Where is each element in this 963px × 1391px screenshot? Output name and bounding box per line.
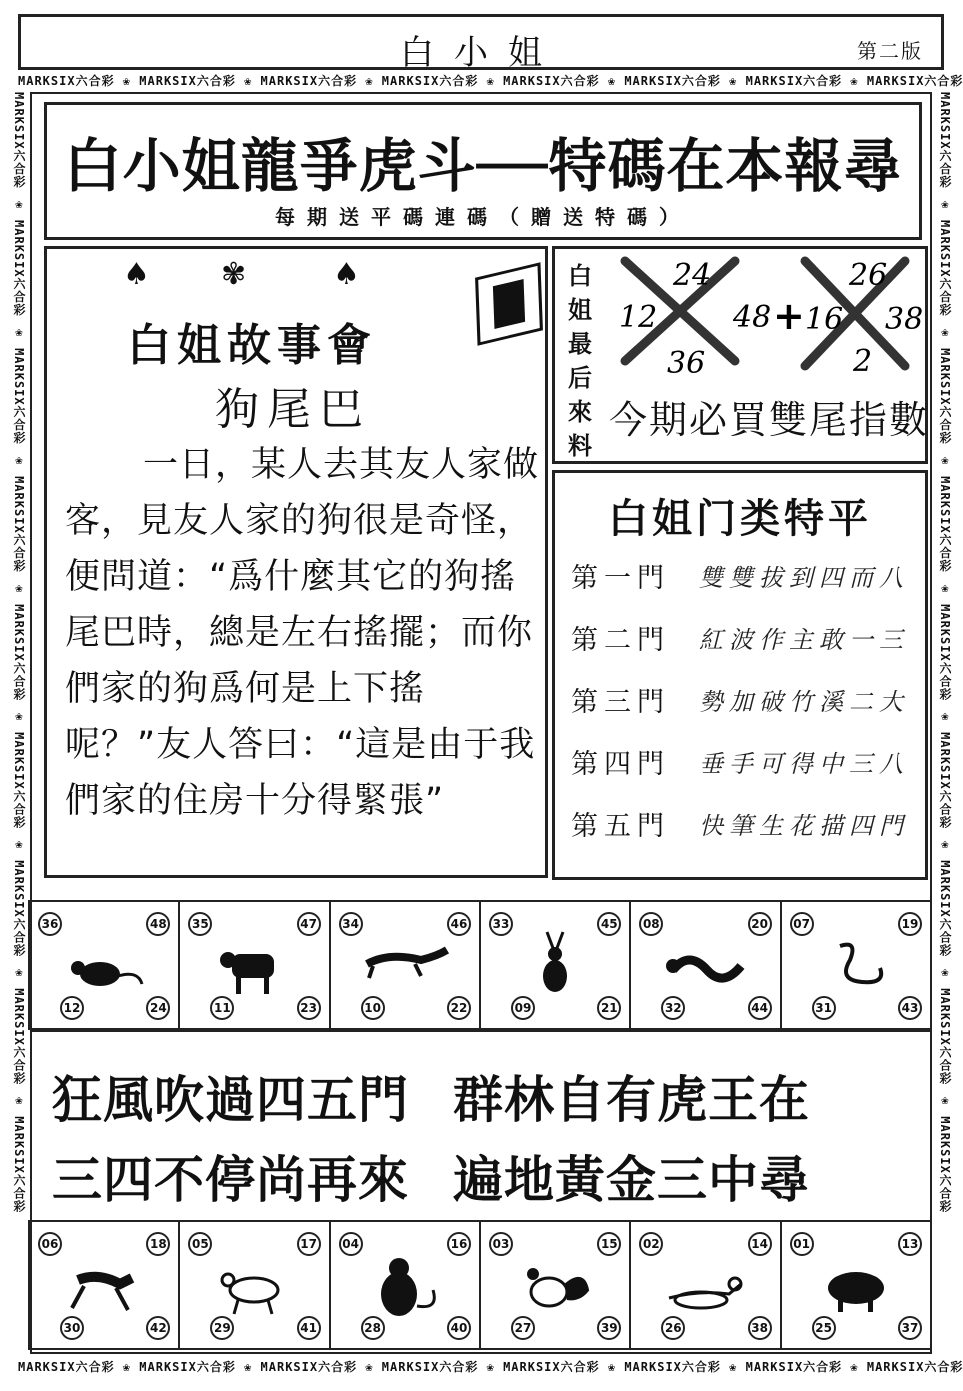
zodiac-cell-dog — [629, 1220, 781, 1350]
poem-verse: 狂風吹過四五門 — [52, 1071, 409, 1129]
zodiac-number: 04 — [339, 1232, 363, 1256]
masthead-title: 白小姐 — [400, 33, 562, 73]
border-text: MARKSIX六合彩 — [624, 1360, 721, 1374]
gate-value: 快筆生花描四門 — [699, 811, 909, 840]
zodiac-number: 26 — [661, 1316, 685, 1340]
gate-label: 第一門 — [571, 562, 670, 594]
story-title: 白姐故事會 — [127, 320, 377, 371]
border-text: MARKSIX六合彩 — [12, 220, 26, 317]
zodiac-number: 31 — [812, 996, 836, 1020]
zodiac-number: 47 — [297, 912, 321, 936]
zodiac-number: 33 — [489, 912, 513, 936]
border-text: MARKSIX六合彩 — [18, 74, 115, 88]
poem-verse: 遍地黃金三中尋 — [453, 1151, 810, 1209]
border-strip-right: MARKSIX六合彩 ❀ MARKSIX六合彩 ❀ MARKSIX六合彩 ❀ MARKSIX六合彩 ❀ MARKSIX六合彩 ❀ MARKSIX六合彩 ❀ MARKSIX六合彩 ❀ MARKSIX六合彩 ❀ MARKSIX六合彩 — [938, 92, 952, 1213]
zodiac-cell-monkey — [329, 1220, 481, 1350]
border-text: MARKSIX六合彩 — [503, 74, 600, 88]
goat-icon — [208, 1250, 298, 1324]
zodiac-number: 42 — [146, 1316, 170, 1340]
zodiac-number: 24 — [146, 996, 170, 1020]
zodiac-number: 32 — [661, 996, 685, 1020]
zodiac-number: 40 — [447, 1316, 471, 1340]
recommend-number: 24 — [673, 258, 712, 293]
story-subtitle: 狗尾巴 — [215, 384, 371, 435]
gate-value: 勢加破竹溪二大 — [699, 687, 909, 716]
zodiac-number: 25 — [812, 1316, 836, 1340]
recommend-number: 2 — [853, 344, 873, 379]
border-text: MARKSIX六合彩 — [260, 74, 358, 88]
zodiac-cell-pig — [780, 1220, 932, 1350]
zodiac-number: 13 — [898, 1232, 922, 1256]
zodiac-number: 35 — [188, 912, 212, 936]
tulip-icon: ♠ — [333, 257, 360, 292]
border-text: MARKSIX六合彩 — [12, 988, 26, 1085]
zodiac-cell-rooster — [479, 1220, 631, 1350]
zodiac-row-top — [30, 900, 932, 1030]
border-text: MARKSIX六合彩 — [866, 74, 963, 88]
border-text: MARKSIX六合彩 — [381, 1360, 479, 1374]
pig-icon — [810, 1250, 900, 1324]
gate-label: 第三門 — [571, 686, 670, 718]
zodiac-number: 09 — [511, 996, 535, 1020]
zodiac-number: 38 — [748, 1316, 772, 1340]
zodiac-number: 48 — [146, 912, 170, 936]
dog-icon — [659, 1250, 749, 1324]
recommend-number: 36 — [667, 346, 706, 381]
border-strip-top: MARKSIX六合彩 ❀ MARKSIX六合彩 ❀ MARKSIX六合彩 ❀ MARKSIX六合彩 ❀ MARKSIX六合彩 ❀ MARKSIX六合彩 ❀ MARKSIX六合彩 ❀ MARKSIX六合彩 — [18, 74, 963, 88]
horse-icon — [58, 1250, 148, 1324]
recommend-box — [552, 246, 928, 464]
zodiac-number: 36 — [38, 912, 62, 936]
zodiac-number: 03 — [489, 1232, 513, 1256]
poem-line — [52, 1140, 810, 1212]
border-text: MARKSIX六合彩 — [381, 74, 479, 88]
poem-verse: 三四不停尚再來 — [52, 1151, 409, 1209]
border-text: MARKSIX六合彩 — [12, 348, 26, 445]
zodiac-cell-snake — [780, 900, 932, 1030]
rabbit-icon — [509, 930, 599, 1004]
headline-subtitle: 每期送平碼連碼（贈送特碼） — [275, 205, 691, 229]
gate-label: 第五門 — [571, 810, 670, 842]
border-text: MARKSIX六合彩 — [624, 74, 721, 88]
headline-box — [44, 102, 922, 240]
masthead — [18, 14, 944, 73]
zodiac-cell-horse — [28, 1220, 180, 1350]
zodiac-number: 41 — [297, 1316, 321, 1340]
zodiac-cell-ox — [178, 900, 330, 1030]
zodiac-row-bottom — [30, 1220, 932, 1350]
recommend-numbers — [605, 251, 925, 381]
zodiac-number: 43 — [898, 996, 922, 1020]
ox-icon — [208, 930, 298, 1004]
zodiac-number: 21 — [597, 996, 621, 1020]
poem-line — [52, 1060, 810, 1132]
gate-row — [571, 799, 921, 847]
gate-label: 第四門 — [571, 748, 670, 780]
zodiac-number: 39 — [597, 1316, 621, 1340]
border-strip-bottom: MARKSIX六合彩 ❀ MARKSIX六合彩 ❀ MARKSIX六合彩 ❀ MARKSIX六合彩 ❀ MARKSIX六合彩 ❀ MARKSIX六合彩 ❀ MARKSIX六合彩 ❀ MARKSIX六合彩 — [18, 1360, 963, 1374]
rooster-icon — [509, 1250, 599, 1324]
monkey-icon — [359, 1250, 449, 1324]
zodiac-cell-tiger — [329, 900, 481, 1030]
gate-label: 第二門 — [571, 624, 670, 656]
border-text: MARKSIX六合彩 — [938, 988, 952, 1085]
recommend-number: 38 — [885, 302, 924, 337]
story-text: 一日，某人去其友人家做客，見友人家的狗很是奇怪，便問道：“爲什麼其它的狗搖尾巴時，總是左右搖擺；而你們家的狗爲何是上下搖呢？”友人答曰：“這是由于我們家的住房十分得緊張” — [65, 445, 540, 821]
border-text: MARKSIX六合彩 — [938, 220, 952, 317]
border-text: MARKSIX六合彩 — [745, 74, 843, 88]
zodiac-cell-dragon — [629, 900, 781, 1030]
border-text: MARKSIX六合彩 — [12, 604, 26, 701]
book-icon — [475, 262, 543, 345]
zodiac-number: 19 — [898, 912, 922, 936]
zodiac-number: 28 — [361, 1316, 385, 1340]
border-text: MARKSIX六合彩 — [12, 732, 26, 829]
zodiac-number: 18 — [146, 1232, 170, 1256]
zodiac-number: 07 — [790, 912, 814, 936]
border-text: MARKSIX六合彩 — [938, 604, 952, 701]
border-text: MARKSIX六合彩 — [938, 348, 952, 445]
gate-value: 雙雙拔到四而八 — [699, 563, 909, 592]
border-text: MARKSIX六合彩 — [12, 92, 26, 189]
zodiac-number: 06 — [38, 1232, 62, 1256]
gate-row — [571, 613, 921, 661]
border-text: MARKSIX六合彩 — [503, 1360, 600, 1374]
recommend-plus: + — [773, 294, 805, 338]
zodiac-number: 10 — [361, 996, 385, 1020]
dragon-icon — [659, 930, 749, 1004]
zodiac-number: 08 — [639, 912, 663, 936]
poem-verse: 群林自有虎王在 — [453, 1071, 810, 1129]
story-box — [44, 246, 548, 878]
border-text: MARKSIX六合彩 — [938, 1116, 952, 1213]
border-text: MARKSIX六合彩 — [745, 1360, 843, 1374]
recommend-vertical-label: 白姐最后來料 — [568, 262, 592, 460]
border-text: MARKSIX六合彩 — [139, 1360, 236, 1374]
border-text: MARKSIX六合彩 — [938, 476, 952, 573]
zodiac-number: 05 — [188, 1232, 212, 1256]
tulip-icon: ♠ — [123, 257, 150, 292]
border-text: MARKSIX六合彩 — [938, 732, 952, 829]
zodiac-number: 20 — [748, 912, 772, 936]
gate-row — [571, 737, 921, 785]
gate-row — [571, 551, 921, 599]
gate-value: 垂手可得中三八 — [699, 749, 909, 778]
border-text: MARKSIX六合彩 — [12, 476, 26, 573]
tiger-icon — [359, 930, 449, 1004]
headline: 白小姐龍爭虎斗──特碼在本報尋 — [63, 132, 903, 200]
border-text: MARKSIX六合彩 — [18, 1360, 115, 1374]
border-text: MARKSIX六合彩 — [12, 1116, 26, 1213]
border-text: MARKSIX六合彩 — [938, 92, 952, 189]
zodiac-number: 30 — [60, 1316, 84, 1340]
zodiac-number: 22 — [447, 996, 471, 1020]
poem-box — [30, 1030, 932, 1222]
zodiac-cell-rat — [28, 900, 180, 1030]
gates-box — [552, 470, 928, 880]
recommend-number: 12 — [619, 300, 658, 335]
zodiac-number: 01 — [790, 1232, 814, 1256]
border-text: MARKSIX六合彩 — [938, 860, 952, 957]
zodiac-number: 44 — [748, 996, 772, 1020]
zodiac-cell-rabbit — [479, 900, 631, 1030]
zodiac-number: 46 — [447, 912, 471, 936]
gate-row — [571, 675, 921, 723]
recommend-number: 48 — [733, 300, 772, 335]
zodiac-number: 17 — [297, 1232, 321, 1256]
zodiac-number: 02 — [639, 1232, 663, 1256]
border-strip-left: MARKSIX六合彩 ❀ MARKSIX六合彩 ❀ MARKSIX六合彩 ❀ MARKSIX六合彩 ❀ MARKSIX六合彩 ❀ MARKSIX六合彩 ❀ MARKSIX六合彩 ❀ MARKSIX六合彩 ❀ MARKSIX六合彩 — [12, 92, 26, 1213]
recommend-number: 26 — [849, 258, 888, 293]
zodiac-number: 27 — [511, 1316, 535, 1340]
zodiac-number: 37 — [898, 1316, 922, 1340]
zodiac-number: 34 — [339, 912, 363, 936]
zodiac-number: 11 — [210, 996, 234, 1020]
border-text: MARKSIX六合彩 — [260, 1360, 358, 1374]
zodiac-cell-goat — [178, 1220, 330, 1350]
zodiac-number: 12 — [60, 996, 84, 1020]
rat-icon — [58, 930, 148, 1004]
gates-title: 白姐门类特平 — [608, 496, 872, 542]
gate-value: 紅波作主敢一三 — [699, 625, 909, 654]
border-text: MARKSIX六合彩 — [866, 1360, 963, 1374]
zodiac-number: 14 — [748, 1232, 772, 1256]
border-text: MARKSIX六合彩 — [12, 860, 26, 957]
zodiac-number: 15 — [597, 1232, 621, 1256]
recommend-number: 16 — [805, 302, 844, 337]
zodiac-number: 23 — [297, 996, 321, 1020]
zodiac-number: 45 — [597, 912, 621, 936]
snake-icon — [810, 930, 900, 1004]
flower-icon: ✾ — [221, 257, 247, 292]
border-text: MARKSIX六合彩 — [139, 74, 236, 88]
zodiac-number: 16 — [447, 1232, 471, 1256]
zodiac-number: 29 — [210, 1316, 234, 1340]
edition-label: 第二版 — [857, 39, 923, 63]
recommend-bottom-text: 今期必買雙尾指數 — [609, 398, 930, 442]
